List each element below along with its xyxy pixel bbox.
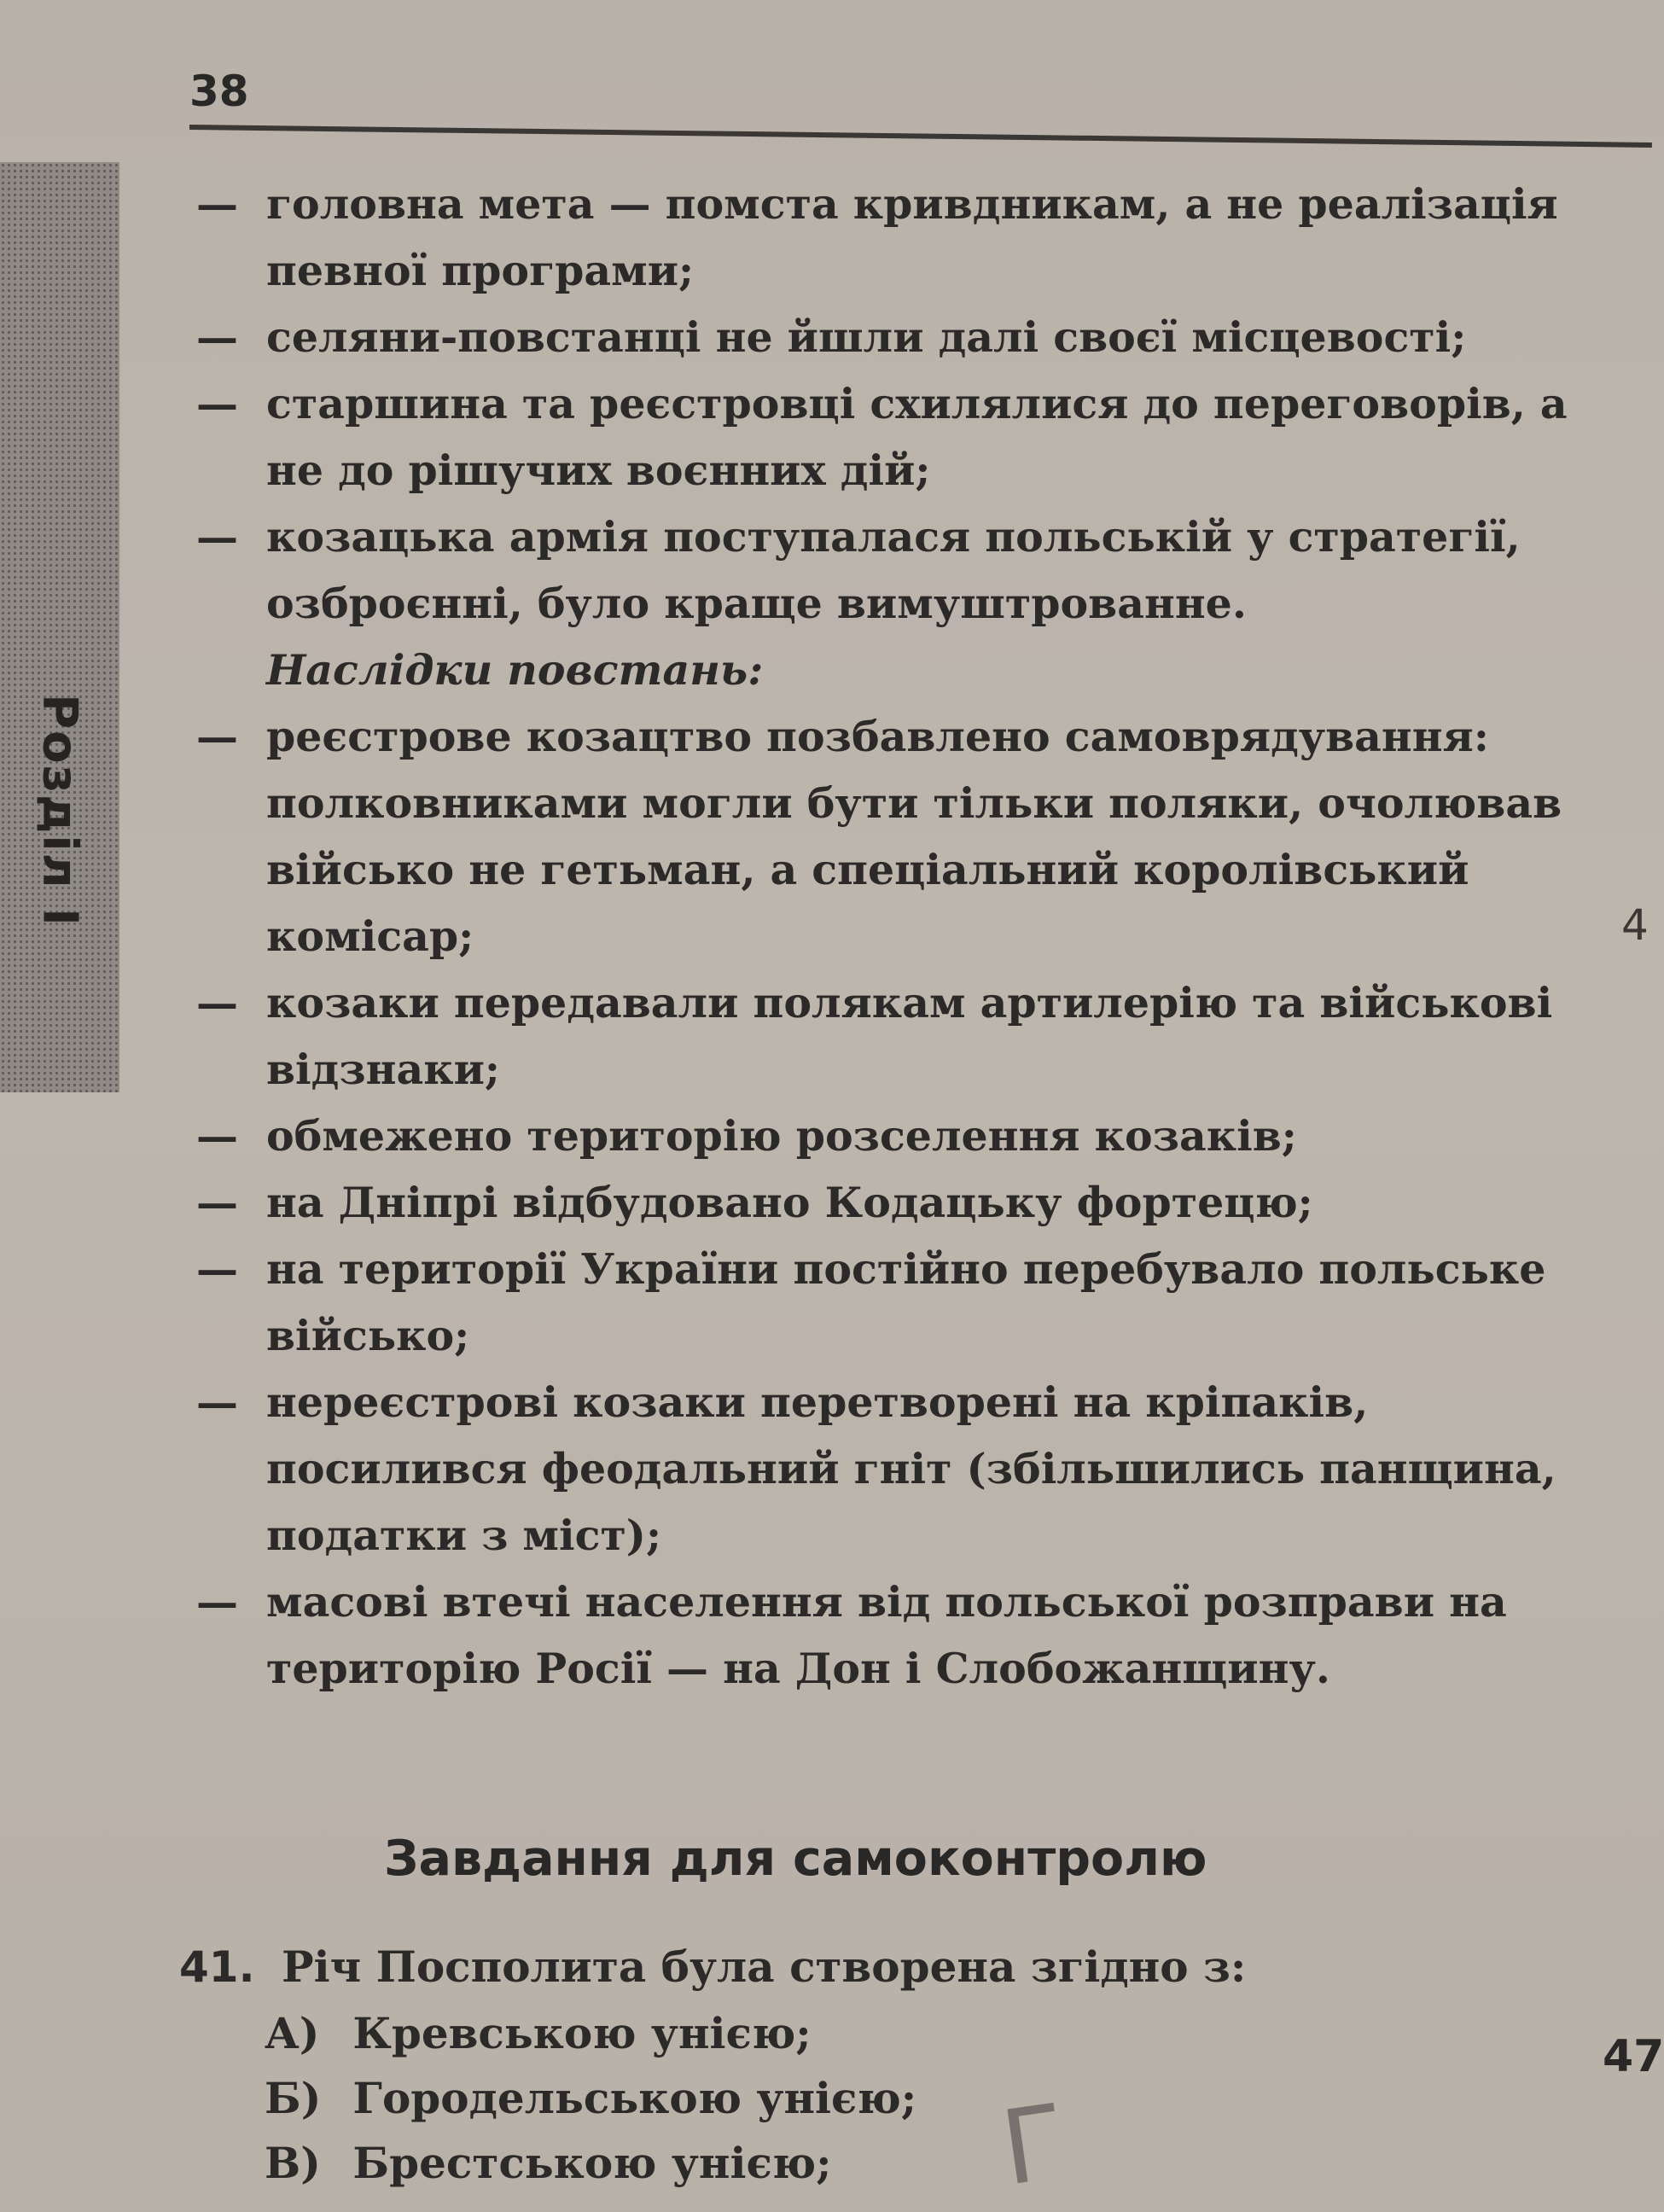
answer-option xyxy=(265,2001,1374,2066)
list-item-text: старшина та реєстровці схилялися до переговорів, а не до рішучих воєнних дій; xyxy=(266,379,1568,495)
list-item-text: на Дніпрі відбудовано Кодацьку фортецю; xyxy=(266,1178,1313,1227)
exercise-heading: Завдання для самоконтролю xyxy=(384,1831,1207,1887)
answer-letter: Б) xyxy=(265,2073,322,2123)
margin-fragment: 4 xyxy=(1621,900,1649,950)
body-text xyxy=(196,171,1579,1702)
list-item-text: масові втечі населення від польської розправи на територію Росії — на Дон і Слобожанщину. xyxy=(266,1577,1507,1693)
list-item-text: реєстрове козацтво позбавлено самоврядування: полковниками могли бути тільки поляки, очолював військо не гетьман, а спеціальний королівський комісар; xyxy=(266,712,1562,961)
list-item xyxy=(196,1369,1579,1569)
question-number: 41. xyxy=(179,1942,255,1992)
answer-text: Кревською унією; xyxy=(352,2008,812,2058)
section-tab xyxy=(0,162,119,1092)
list-item xyxy=(196,1169,1579,1236)
list-item-text: обмежено територію розселення козаків; xyxy=(266,1111,1297,1161)
question-text: Річ Посполита була створена згідно з: xyxy=(282,1941,1247,1992)
answer-list xyxy=(265,2001,1374,2196)
header-rule xyxy=(189,125,1652,148)
dash: — xyxy=(196,1178,238,1227)
list-item xyxy=(196,370,1579,504)
list-item-text: козаки передавали полякам артилерію та військові відзнаки; xyxy=(266,978,1553,1094)
dash: — xyxy=(196,978,238,1027)
dash: — xyxy=(196,179,238,229)
list-item-text: на території України постійно перебувало польське військо; xyxy=(266,1244,1546,1360)
section-tab-label: Розділ І xyxy=(32,694,88,928)
dash: — xyxy=(196,712,238,761)
list-item xyxy=(196,1236,1579,1369)
list-item xyxy=(196,1569,1579,1702)
dash: — xyxy=(196,1244,238,1294)
list-item-text: нереєстрові козаки перетворені на кріпаків, посилився феодальний гніт (збільшились панщина, податки з міст); xyxy=(266,1377,1556,1560)
consequences-heading: Наслідки повстань: xyxy=(266,645,764,695)
list-item-text: головна мета — помста кривдникам, а не реалізація певної програми; xyxy=(266,179,1558,295)
list-item xyxy=(196,969,1579,1103)
answer-letter: А) xyxy=(265,2008,320,2058)
dash: — xyxy=(196,379,238,428)
pencil-mark: Г xyxy=(994,2082,1073,2209)
answer-option xyxy=(265,2066,1374,2131)
question xyxy=(179,1937,1459,1997)
dash: — xyxy=(196,1111,238,1161)
answer-text: Городельською унією; xyxy=(352,2073,917,2123)
list-item xyxy=(196,1103,1579,1169)
list-item xyxy=(196,304,1579,370)
list-item xyxy=(196,504,1579,637)
page-number: 38 xyxy=(189,67,249,116)
dash: — xyxy=(196,1577,238,1627)
answer-letter: В) xyxy=(265,2138,321,2188)
list-item-text: козацька армія поступалася польській у стратегії, озброєнні, було краще вимуштрованне. xyxy=(266,512,1521,628)
answer-option xyxy=(265,2131,1374,2196)
next-question-number: 47 xyxy=(1603,2031,1664,2082)
dash: — xyxy=(196,312,238,362)
list-item xyxy=(196,703,1579,969)
dash: — xyxy=(196,1377,238,1427)
answer-text: Брестською унією; xyxy=(352,2138,832,2188)
list-item-text: селяни-повстанці не йшли далі своєї місцевості; xyxy=(266,312,1467,362)
dash: — xyxy=(196,512,238,562)
list-item xyxy=(196,171,1579,304)
